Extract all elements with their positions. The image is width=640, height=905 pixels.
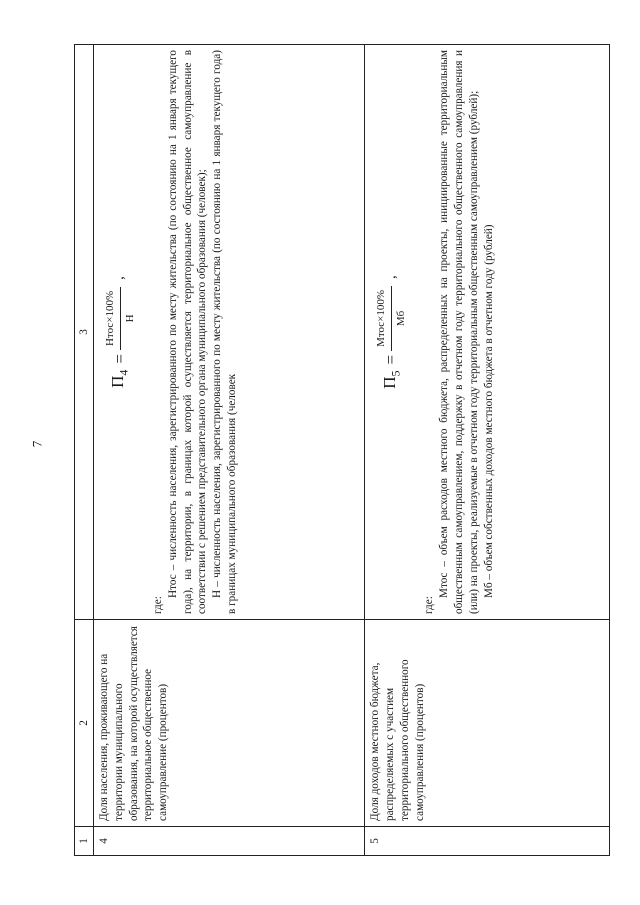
header-col-2: 2: [75, 620, 94, 827]
row-number: 5: [365, 827, 610, 856]
formula-cell: [94, 45, 365, 620]
formula-lhs: $П_4$: [108, 369, 131, 388]
header-col-1: 1: [75, 827, 94, 856]
row-number: 4: [94, 827, 365, 856]
definition: Н – численность населения, зарегистрированного по месту жительства (по состоянию на 1 января текущего года) в границах муниципального образования (человек: [211, 50, 238, 614]
formula-lhs: $П_5$: [379, 370, 403, 389]
table-row: [94, 45, 365, 856]
where-label: где:: [423, 596, 436, 614]
formula-comma: ,: [382, 275, 399, 279]
definition: Нтос – численность населения, зарегистрированного по месту жительства (по состоянию на 1 января текущего года), на территории, в границах которой осуществляется территориальное общественное самоуправление в соответствии с решением представительного органа муниципального образования (человек);: [166, 50, 209, 614]
formula-cell: [365, 45, 610, 620]
formula-equals: =: [109, 354, 129, 364]
formula-numerator: Мтос×100%: [374, 286, 392, 351]
where-label: где:: [152, 596, 165, 614]
indicator-description: Доля населения, проживающего на территории муниципального образования, на которой осуществляется территориальное общественное самоуправление (процентов): [94, 620, 365, 827]
indicator-table: [74, 44, 610, 856]
formula-fraction: [103, 287, 137, 350]
rotated-page: [74, 44, 610, 856]
formula-comma: ,: [111, 276, 128, 280]
formula-fraction: [374, 286, 408, 351]
formula: [103, 50, 137, 614]
formula-numerator: Нтос×100%: [103, 287, 121, 350]
definition: Мб – объем собственных доходов местного бюджета в отчетном году (рублей): [482, 224, 495, 598]
table-row: [365, 45, 610, 856]
header-col-3: 3: [75, 45, 94, 620]
definition: Мтос – объем расходов местного бюджета, распределенных на проекты, инициированные территориальным общественным самоуправлением, поддержку в отчетном году территориального общественного самоуправления и (или) на проекты, реализуемые в отчетном году территориальным общественным самоуправлением (рублей);: [438, 50, 480, 614]
formula: [374, 50, 408, 614]
header-row: [75, 45, 94, 856]
formula-denominator: Мб: [394, 310, 407, 327]
formula-denominator: Н: [123, 314, 136, 323]
indicator-description: Доля доходов местного бюджета, распределяемых с участием территориального общественного самоуправления (процентов): [365, 620, 610, 827]
formula-equals: =: [381, 354, 401, 365]
page-number: 7: [29, 440, 45, 448]
